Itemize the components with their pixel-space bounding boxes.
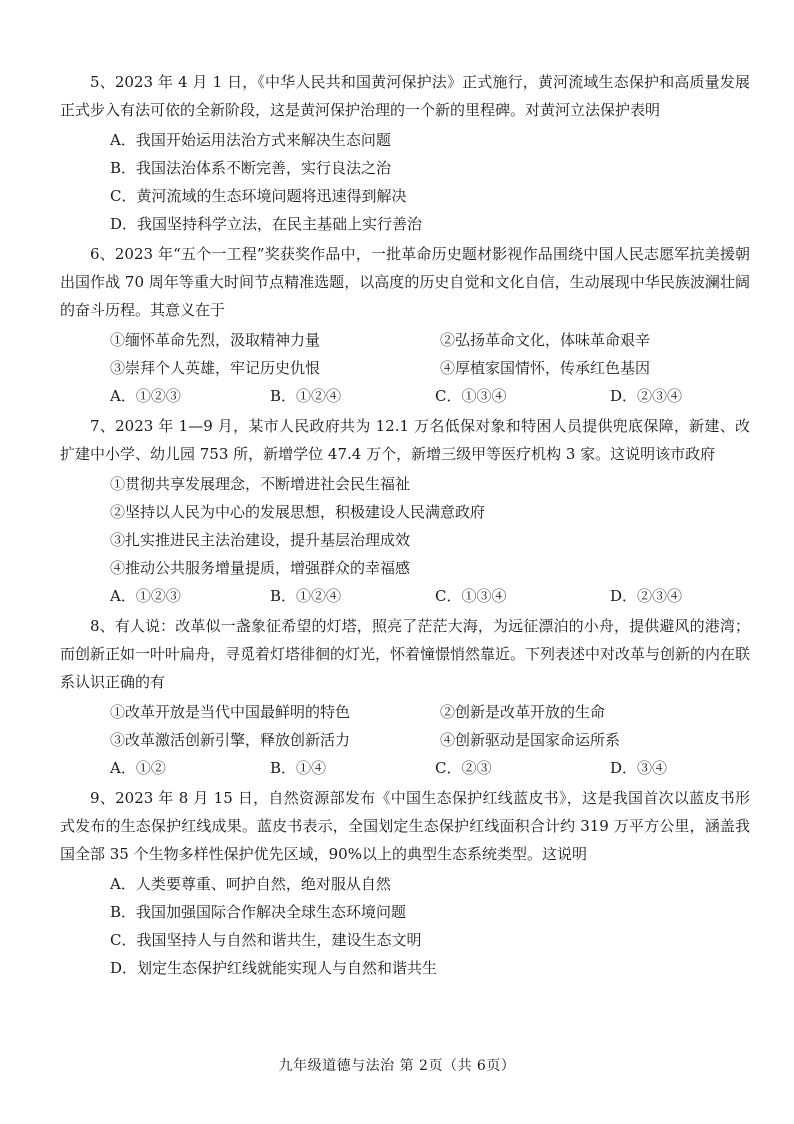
question-stem: 7、2023 年 1—9 月，某市人民政府共为 12.1 万名低保对象和特困人员提供兜底保障，新建、改扩建中小学、幼儿园 753 所，新增学位 47.4 万个，新增三级甲等医疗机构 3 家。这说明该市政府 — [60, 417, 750, 463]
option-a: A．我国开始运用法治方式来解决生态问题 — [110, 131, 391, 149]
option-a: A．①② — [110, 759, 166, 777]
option-c: C．我国坚持人与自然和谐共生，建设生态文明 — [110, 931, 422, 949]
question-stem: 5、2023 年 4 月 1 日，《中华人民共和国黄河保护法》正式施行，黄河流域生态保护和高质量发展正式步入有法可依的全新阶段，这是黄河保护治理的一个新的里程碑。对黄河立法保护表明 — [60, 73, 750, 119]
option-d: D．②③④ — [610, 587, 683, 605]
statement-3: ③改革激活创新引擎，释放创新活力 — [110, 731, 351, 749]
option-b: B．我国加强国际合作解决全球生态环境问题 — [110, 903, 407, 921]
option-a: A．①②③ — [110, 587, 181, 605]
statement-1: ①缅怀革命先烈，汲取精神力量 — [110, 331, 321, 349]
option-d: D．划定生态保护红线就能实现人与自然和谐共生 — [110, 959, 438, 977]
option-d: D．我国坚持科学立法，在民主基础上实行善治 — [110, 215, 423, 233]
option-d: D．②③④ — [610, 387, 683, 405]
question-7 — [60, 412, 750, 610]
question-5 — [60, 68, 750, 238]
statement-4: ④厚植家国情怀，传承红色基因 — [440, 359, 651, 377]
option-c: C．黄河流域的生态环境问题将迅速得到解决 — [110, 187, 407, 205]
statement-1: ①改革开放是当代中国最鲜明的特色 — [110, 703, 351, 721]
statement-3: ③扎实推进民主法治建设，提升基层治理成效 — [110, 531, 411, 549]
question-6 — [60, 240, 750, 410]
option-a: A．人类要尊重、呵护自然，绝对服从自然 — [110, 875, 391, 893]
option-a: A．①②③ — [110, 387, 181, 405]
statement-2: ②创新是改革开放的生命 — [440, 703, 606, 721]
statement-2: ②坚持以人民为中心的发展思想，积极建设人民满意政府 — [110, 503, 486, 521]
statement-3: ③崇拜个人英雄，牢记历史仇恨 — [110, 359, 321, 377]
exam-page — [60, 68, 750, 984]
question-9 — [60, 784, 750, 982]
option-d: D．③④ — [610, 759, 668, 777]
question-8 — [60, 612, 750, 782]
statement-4: ④创新驱动是国家命运所系 — [440, 731, 621, 749]
option-b: B．①②④ — [270, 387, 342, 405]
option-b: B．①④ — [270, 759, 327, 777]
option-c: C．②③ — [435, 759, 492, 777]
option-b: B．①②④ — [270, 587, 342, 605]
page-footer: 九年级道德与法治 第 2页（共 6页） — [278, 1058, 516, 1074]
option-c: C．①③④ — [435, 387, 507, 405]
option-b: B．我国法治体系不断完善，实行良法之治 — [110, 159, 392, 177]
statement-4: ④推动公共服务增量提质，增强群众的幸福感 — [110, 559, 411, 577]
question-stem: 9、2023 年 8 月 15 日，自然资源部发布《中国生态保护红线蓝皮书》，这是我国首次以蓝皮书形式发布的生态保护红线成果。蓝皮书表示，全国划定生态保护红线面积合计约 319 万平方公里，涵盖我国全部 35 个生物多样性保护优先区域，90%以上的典型生态系统类型。这说明 — [60, 789, 750, 863]
statement-2: ②弘扬革命文化，体味革命艰辛 — [440, 331, 651, 349]
question-stem: 8、有人说：改革似一盏象征希望的灯塔，照亮了茫茫大海，为远征漂泊的小舟，提供避风的港湾；而创新正如一叶叶扁舟，寻觅着灯塔徘徊的灯光，怀着憧憬悄然靠近。下列表述中对改革与创新的内在联系认识正确的有 — [60, 617, 751, 691]
option-c: C．①③④ — [435, 587, 507, 605]
statement-1: ①贯彻共享发展理念，不断增进社会民生福祉 — [110, 475, 411, 493]
question-stem: 6、2023 年“五个一工程”奖获奖作品中，一批革命历史题材影视作品围绕中国人民志愿军抗美援朝出国作战 70 周年等重大时间节点精准选题，以高度的历史自觉和文化自信，生动展现中华民族波澜壮阔的奋斗历程。其意义在于 — [60, 245, 750, 319]
